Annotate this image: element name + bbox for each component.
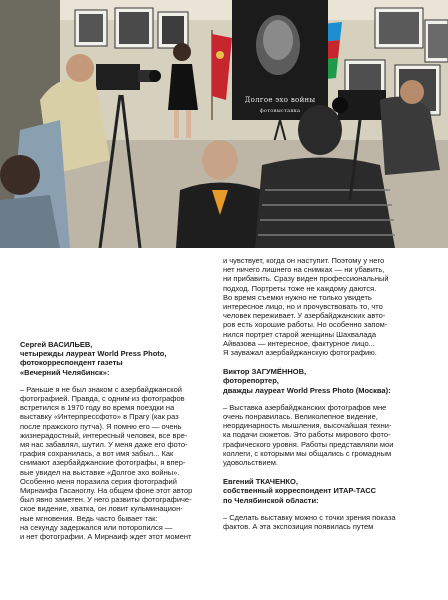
quote-tkachenko (223, 513, 429, 531)
spacer (223, 357, 429, 367)
quote-vasiliev-continued (223, 256, 429, 357)
speaker-title: по Челябинской области: (223, 495, 319, 505)
text-line: встретился в 1970 году во время поездки на (20, 403, 175, 413)
speaker-vasiliev (20, 340, 223, 377)
text-line: – Раньше я не был знаком с азербайджанской (20, 384, 183, 394)
text-line: ров есть хорошие работы. Но особенно запом- (223, 320, 388, 330)
text-line: ные мгновения. Ведь часто бывает так: (20, 513, 158, 523)
text-line: и чувствует, когда он наступит. Поэтому у него (223, 256, 385, 265)
article-column-right (223, 256, 429, 531)
text-line: и нет фотографии. А Мирнаиф ждет этот момент (20, 532, 192, 542)
text-line: человек переживает. У азербайджанских авто- (223, 311, 386, 321)
text-line: жизнерадостный, интересный человек, все вре- (20, 430, 188, 440)
text-line: подход. Портреты тоже не каждому даются. (223, 283, 377, 293)
text-line: был явно заметен. У него развиты фотографиче- (20, 495, 192, 505)
speaker-title: собственный корреспондент ИТАР-ТАСС (223, 486, 377, 496)
text-line: – Сделать выставку можно с точки зрения показа (223, 512, 396, 522)
text-line: фотографией. Правда, с одним из фотографов (20, 394, 185, 404)
poster-title: Долгое эхо войны (244, 96, 316, 104)
speaker-title: фотокорреспондент газеты (20, 358, 123, 368)
text-line: неординарность мышления, высочайшая техни- (223, 421, 392, 431)
text-line: очень понравилась. Великолепное видение, (223, 412, 378, 422)
text-line: ка подачи сюжетов. Это работы мирового фото- (223, 430, 391, 440)
text-line: Я зауважал азербайджанскую фотографию. (223, 348, 377, 358)
text-line: графия сохранилась, а вот имя забыл... Как (20, 449, 174, 459)
speaker-title: дважды лауреат World Press Photo (Москва): (223, 385, 391, 395)
speaker-title: «Вечерний Челябинск»: (20, 367, 110, 377)
quote-vasiliev (20, 385, 223, 541)
text-line: удовольствием. (223, 458, 279, 468)
article-column-left (20, 256, 223, 541)
text-line: Айвазова — интересное, фактурное лицо... (223, 338, 375, 348)
text-line: – Выставка азербайджанских фотографов мне (223, 402, 387, 412)
speaker-name: Виктор ЗАГУМЁННОВ, (223, 367, 307, 377)
poster-subtitle: фотовыставка (259, 108, 301, 114)
speaker-title: четырежды лауреат World Press Photo, (20, 349, 167, 359)
text-line: графического уровня. Работы представляли мои (223, 439, 394, 449)
text-line: ни прибавить. Сразу виден профессиональный (223, 274, 389, 284)
exhibition-photo (0, 0, 448, 248)
text-line: ское видение, хватка, он ловит кульминацион- (20, 504, 183, 514)
text-line: Во время съемки нужно не только увидеть (223, 292, 372, 302)
text-line: мя нас забавлял, шутил. У меня даже его фото- (20, 440, 188, 450)
speaker-name: Сергей ВАСИЛЬЕВ, (20, 340, 93, 349)
text-line: выставку «Интерпрессфото» в Прагу (как раз (20, 412, 179, 422)
text-line: фактов. А эта экспозиция появилась путем (223, 522, 374, 532)
text-line: Мирнаифа Гасаноглу. На общем фоне этот автор (20, 486, 193, 496)
text-line: после пражского путча). Я помню его — очень (20, 421, 182, 431)
quote-zagumennov (223, 403, 429, 467)
text-line: нет ничего лишнего на снимках — ни убавить, (223, 265, 385, 275)
text-line: нился портрет старой женщины Шахвалада (223, 329, 377, 339)
speaker-name: Евгений ТКАЧЕНКО, (223, 477, 298, 487)
text-line: на секунду задержался или поторопился — (20, 522, 173, 532)
speaker-title: фоторепортер, (223, 376, 279, 386)
exhibition-scene (0, 0, 448, 248)
speaker-zagumennov (223, 367, 429, 395)
text-line: вые увидел на выставке «Долгое эхо войны». (20, 467, 180, 477)
text-line: Особенно меня поразила серия фотографий (20, 476, 177, 486)
text-line: интересное лицо, но и прочувствовать то, что (223, 302, 383, 312)
speaker-tkachenko (223, 477, 429, 505)
text-line: снимают азербайджанские фотографы, я впер- (20, 458, 186, 468)
spacer (223, 467, 429, 477)
column-top-space (20, 256, 223, 340)
text-line: коллеги, с которыми мы общались с громадным (223, 448, 392, 458)
